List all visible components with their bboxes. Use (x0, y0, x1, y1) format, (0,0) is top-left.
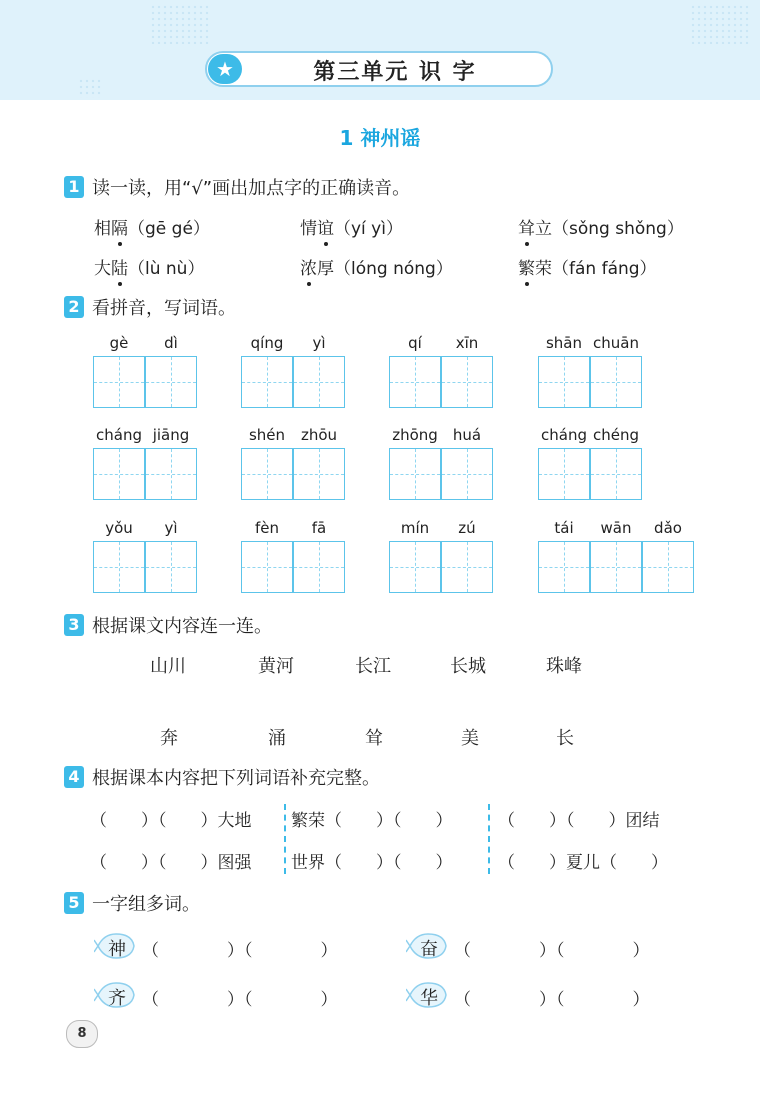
fill-in-phrase[interactable]: 繁荣（ ）（ ） (291, 811, 453, 831)
q1-item: 繁荣（fán fáng） (518, 254, 657, 279)
writing-box[interactable] (293, 448, 345, 500)
writing-box[interactable] (441, 448, 493, 500)
dotted-char: 隔 (111, 214, 128, 239)
pinyin-label: gè (109, 334, 129, 352)
lesson-title: 1 神州谣 (339, 126, 421, 150)
writing-box[interactable] (293, 356, 345, 408)
pinyin-label: cháng (96, 426, 142, 444)
decor-dots-right (690, 4, 750, 44)
pinyin-label: chuān (593, 334, 639, 352)
pinyin-label: zú (458, 519, 476, 537)
dotted-char: 陆 (111, 254, 128, 279)
writing-box[interactable] (590, 356, 642, 408)
star-icon: ★ (208, 54, 242, 84)
fill-in-phrase[interactable]: （ ）（ ）大地 (90, 811, 252, 831)
q5-blanks[interactable]: （ ）（ ） (454, 990, 650, 1010)
dotted-char: 浓 (300, 254, 317, 279)
writing-box[interactable] (642, 541, 694, 593)
q5-char: 神 (108, 939, 126, 960)
match-top-word[interactable]: 长江 (355, 656, 391, 677)
writing-box[interactable] (93, 541, 145, 593)
pinyin-label: yǒu (105, 519, 133, 537)
writing-box[interactable] (145, 541, 197, 593)
question-number-1: 1 (64, 176, 84, 198)
match-top-word[interactable]: 黄河 (258, 656, 294, 677)
fill-in-phrase[interactable]: 世界（ ）（ ） (291, 853, 453, 873)
header-wave (0, 88, 760, 106)
pinyin-label: dǎo (654, 519, 682, 537)
pinyin-label: shén (248, 426, 286, 444)
pinyin-label: tái (554, 519, 574, 537)
writing-box[interactable] (389, 448, 441, 500)
question-number-5: 5 (64, 892, 84, 914)
decor-dots-lower (78, 78, 102, 98)
unit-title: 第三单元 识 字 (313, 60, 477, 85)
writing-box[interactable] (538, 356, 590, 408)
writing-box[interactable] (145, 356, 197, 408)
writing-box[interactable] (241, 356, 293, 408)
writing-box[interactable] (590, 541, 642, 593)
question-1-prompt: 读一读，用“√”画出加点字的正确读音。 (92, 178, 411, 199)
question-number-3: 3 (64, 614, 84, 636)
question-number-4: 4 (64, 766, 84, 788)
question-2-prompt: 看拼音，写词语。 (92, 298, 236, 319)
pinyin-label: wān (600, 519, 632, 537)
q1-item: 相隔（gē gé） (94, 214, 210, 239)
dotted-char: 谊 (317, 214, 334, 239)
q5-blanks[interactable]: （ ）（ ） (142, 990, 338, 1010)
pinyin-label: yì (312, 334, 326, 352)
q5-char: 奋 (420, 939, 438, 960)
pinyin-label: qí (408, 334, 422, 352)
fill-in-phrase[interactable]: （ ）（ ）团结 (498, 811, 660, 831)
pinyin-label: zhōu (300, 426, 338, 444)
q5-char: 华 (420, 988, 438, 1009)
writing-box[interactable] (389, 541, 441, 593)
q1-item: 耸立（sǒng shǒng） (518, 214, 684, 239)
pinyin-label: chéng (592, 426, 639, 444)
writing-box[interactable] (590, 448, 642, 500)
writing-box[interactable] (441, 356, 493, 408)
pinyin-label: fā (311, 519, 327, 537)
writing-box[interactable] (241, 541, 293, 593)
divider (488, 804, 490, 874)
q1-item: 浓厚（lóng nóng） (300, 254, 453, 279)
pinyin-options: （lù nù） (128, 259, 205, 279)
writing-box[interactable] (93, 448, 145, 500)
writing-box[interactable] (538, 448, 590, 500)
q5-blanks[interactable]: （ ）（ ） (142, 941, 338, 961)
divider (284, 804, 286, 874)
match-bottom-char[interactable]: 长 (556, 728, 574, 749)
pinyin-label: mín (400, 519, 430, 537)
match-bottom-char[interactable]: 奔 (160, 728, 178, 749)
question-5-prompt: 一字组多词。 (92, 894, 200, 915)
pinyin-label: jiāng (152, 426, 190, 444)
dotted-char: 繁 (518, 254, 535, 279)
pinyin-label: huá (452, 426, 482, 444)
writing-box[interactable] (441, 541, 493, 593)
pinyin-label: zhōng (392, 426, 438, 444)
match-top-word[interactable]: 珠峰 (546, 656, 582, 677)
pinyin-label: shān (545, 334, 583, 352)
writing-box[interactable] (241, 448, 293, 500)
writing-box[interactable] (145, 448, 197, 500)
pinyin-label: xīn (455, 334, 479, 352)
match-bottom-char[interactable]: 美 (461, 728, 479, 749)
q1-item: 情谊（yí yì） (300, 214, 403, 239)
q1-item: 大陆（lù nù） (94, 254, 204, 279)
question-3-prompt: 根据课文内容连一连。 (92, 616, 272, 637)
pinyin-options: （lóng nóng） (334, 259, 453, 279)
pinyin-label: yì (164, 519, 178, 537)
pinyin-options: （sǒng shǒng） (552, 219, 684, 239)
fill-in-phrase[interactable]: （ ）（ ）图强 (90, 853, 252, 873)
decor-dots-left (150, 4, 210, 44)
fill-in-phrase[interactable]: （ ）夏儿（ ） (498, 853, 668, 873)
pinyin-label: dì (164, 334, 178, 352)
question-number-2: 2 (64, 296, 84, 318)
question-4-prompt: 根据课本内容把下列词语补充完整。 (92, 768, 380, 789)
dotted-char: 耸 (518, 214, 535, 239)
q5-blanks[interactable]: （ ）（ ） (454, 941, 650, 961)
match-bottom-char[interactable]: 耸 (365, 728, 383, 749)
writing-box[interactable] (93, 356, 145, 408)
match-top-word[interactable]: 长城 (450, 656, 486, 677)
pinyin-label: qíng (250, 334, 284, 352)
writing-box[interactable] (389, 356, 441, 408)
writing-box[interactable] (293, 541, 345, 593)
page-number: 8 (66, 1020, 98, 1048)
pinyin-options: （gē gé） (128, 219, 210, 239)
pinyin-options: （fán fáng） (552, 259, 657, 279)
match-top-word[interactable]: 山川 (150, 656, 186, 677)
q5-char: 齐 (108, 988, 126, 1009)
writing-box[interactable] (538, 541, 590, 593)
pinyin-label: fèn (254, 519, 280, 537)
pinyin-label: cháng (541, 426, 587, 444)
match-bottom-char[interactable]: 涌 (268, 728, 286, 749)
pinyin-options: （yí yì） (334, 219, 403, 239)
